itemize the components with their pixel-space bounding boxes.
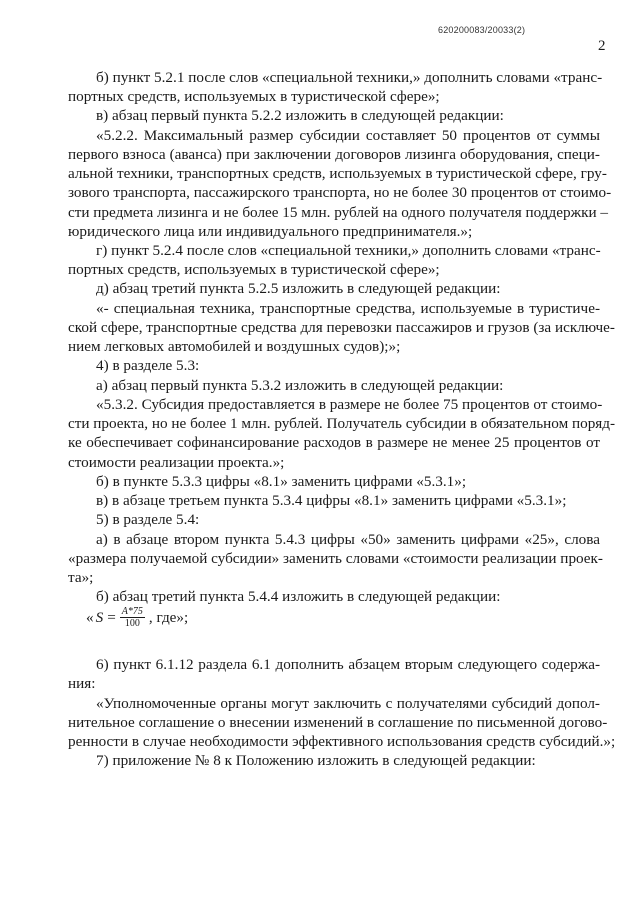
text-line: а) в абзаце втором пункта 5.4.3 цифры «50» заменить цифрами «25», слова <box>96 531 600 548</box>
text-line: та»; <box>68 569 94 586</box>
text-line: нительное соглашение о внесении изменений в соглашение по письменной догово- <box>68 714 608 731</box>
formula-denominator: 100 <box>124 618 140 629</box>
text-line: 4) в разделе 5.3: <box>96 357 200 374</box>
text-line: в) абзац первый пункта 5.2.2 изложить в следующей редакции: <box>96 107 504 124</box>
text-line: нием легковых автомобилей и воздушных судов);»; <box>68 338 401 355</box>
text-line: портных средств, используемых в туристической сфере»; <box>68 261 440 278</box>
text-line: зового транспорта, пассажирского транспорта, но не более 30 процентов от стоимо- <box>68 184 612 201</box>
text-line: б) пункт 5.2.1 после слов «специальной техники,» дополнить словами «транс- <box>96 69 603 86</box>
text-line: «5.2.2. Максимальный размер субсидии составляет 50 процентов от суммы <box>96 127 600 144</box>
text-line: стоимости реализации проекта.»; <box>68 454 285 471</box>
text-line: первого взноса (аванса) при заключении договоров лизинга оборудования, специ- <box>68 146 600 163</box>
text-line: г) пункт 5.2.4 после слов «специальной техники,» дополнить словами «транс- <box>96 242 601 259</box>
formula-equals: = <box>107 608 116 626</box>
text-line: в) в абзаце третьем пункта 5.3.4 цифры «8.1» заменить цифрами «5.3.1»; <box>96 492 567 509</box>
text-line: ния: <box>68 675 96 692</box>
formula <box>86 606 188 629</box>
text-line: 6) пункт 6.1.12 раздела 6.1 дополнить абзацем вторым следующего содержа- <box>96 656 600 673</box>
text-line: ке обеспечивает софинансирование расходов в размере не менее 25 процентов от <box>68 434 600 451</box>
formula-numerator: A*75 <box>121 606 143 617</box>
text-line: 5) в разделе 5.4: <box>96 511 200 528</box>
text-line: «5.3.2. Субсидия предоставляется в размере не более 75 процентов от стоимо- <box>96 396 603 413</box>
document-id: 620200083/20033(2) <box>438 25 526 35</box>
text-line: а) абзац первый пункта 5.3.2 изложить в следующей редакции: <box>96 377 504 394</box>
text-line: ской сфере, транспортные средства для перевозки пассажиров и грузов (за исключе- <box>68 319 615 336</box>
text-line: д) абзац третий пункта 5.2.5 изложить в следующей редакции: <box>96 280 501 297</box>
text-line: альной техники, транспортных средств, используемых в туристической сфере, гру- <box>68 165 607 182</box>
formula-fraction <box>120 606 145 629</box>
text-line: ренности в случае необходимости эффективного использования средств субсидий.»; <box>68 733 616 750</box>
text-line: «- специальная техника, транспортные средства, используемые в туристиче- <box>96 300 600 317</box>
formula-open-quote: « <box>86 608 94 626</box>
text-line: «размера получаемой субсидии» заменить словами «стоимости реализации проек- <box>68 550 603 567</box>
text-line: сти предмета лизинга и не более 15 млн. рублей на одного получателя поддержки – <box>68 204 608 221</box>
text-line: «Уполномоченные органы могут заключить с получателями субсидий допол- <box>96 695 600 712</box>
formula-variable: S <box>95 608 104 626</box>
text-line: портных средств, используемых в туристической сфере»; <box>68 88 440 105</box>
text-line: 7) приложение № 8 к Положению изложить в следующей редакции: <box>96 752 536 769</box>
formula-suffix: , где»; <box>148 608 189 626</box>
text-line: б) в пункте 5.3.3 цифры «8.1» заменить цифрами «5.3.1»; <box>96 473 467 490</box>
text-line: юридического лица или индивидуального предпринимателя.»; <box>68 223 473 240</box>
text-line: б) абзац третий пункта 5.4.4 изложить в следующей редакции: <box>96 588 501 605</box>
page-number: 2 <box>598 38 606 54</box>
text-line: сти проекта, но не более 1 млн. рублей. Получатель субсидии в обязательном поряд- <box>68 415 616 432</box>
